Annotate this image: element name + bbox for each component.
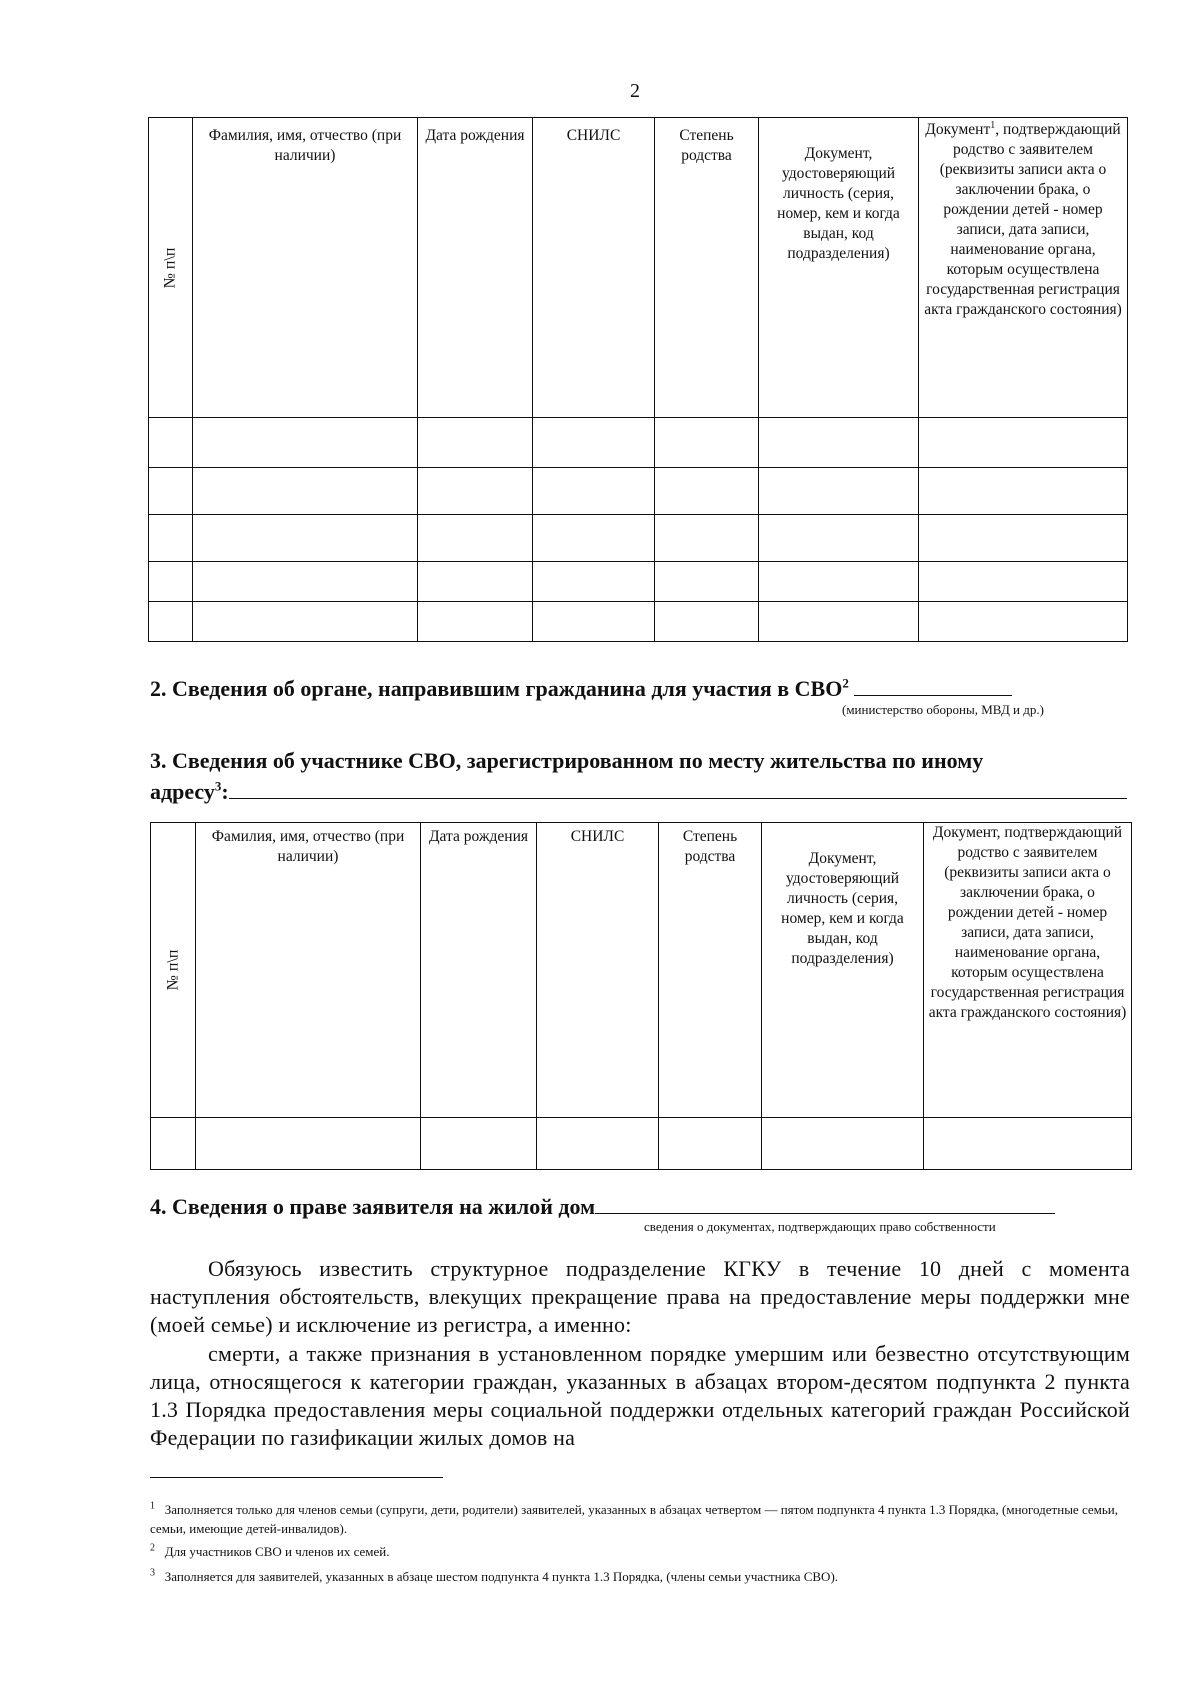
header-num-cell [151,823,196,1118]
header-birth-date: Дата рождения [421,823,537,1118]
section-2-hint: (министерство обороны, МВД и др.) [842,702,1044,717]
table-row [149,602,1128,642]
table-header-row [151,823,1132,1118]
section-4-heading [150,1194,1055,1220]
header-num: № п\п [164,949,181,991]
header-fio: Фамилия, имя, отчество (при наличии) [193,118,418,418]
footnote-1-number: 1 [150,1500,155,1512]
footnote-3 [150,1567,1135,1586]
section-4-hint: сведения о документах, подтверждающих право собственности [644,1219,996,1234]
section-2-blank-line [854,695,1012,696]
header-relation-doc-word: Документ [925,121,991,138]
footnote-2-number: 2 [150,1542,155,1554]
footnote-ref-2: 2 [842,675,849,691]
table-row [149,418,1128,468]
section-2-heading [150,676,1012,702]
footnote-2-text: Для участников СВО и членов их семей. [164,1544,390,1559]
footnote-3-text: Заполняется для заявителей, указанных в абзаце шестом подпункта 4 пункта 1.3 Порядка, (члены семьи участника СВО). [164,1569,839,1584]
header-snils: СНИЛС [537,823,659,1118]
footnote-2 [150,1542,1135,1561]
footnote-ref-3: 3 [214,778,222,794]
header-relation-doc-rest: , подтверждающий родство с заявителем (реквизиты записи акта о заключении брака, о рождении детей - номер записи, дата записи, наименование органа, которым осуществлена государственная регистрация акта гражданского состояния) [924,121,1122,318]
header-num: № п\п [161,247,179,288]
section-3-blank-line [229,798,1127,799]
section-3-heading-line1: 3. Сведения об участнике СВО, зарегистрированном по месту жительства по иному [150,748,984,773]
header-kinship: Степень родства [655,118,759,418]
section-3-heading-line2: адресу$^3$: [150,779,1127,805]
family-members-table [148,117,1128,642]
header-identity-doc: Документ, удостоверяющий личность (серия, номер, кем и когда выдан, код подразделения) [759,118,919,418]
header-relation-doc [919,118,1128,418]
conditions-paragraph: смерти, а также признания в установленном порядке умершим или безвестно отсутствующим лица, относящегося к категории граждан, указанных в абзацах втором-десятом подпункта 2 пункта 1.3 Порядка предоставления меры социальной поддержки отдельных категорий граждан Российской Федерации по газификации жилых домов на [150,1341,1130,1450]
header-birth-date: Дата рождения [418,118,533,418]
header-relation-doc: Документ, подтверждающий родство с заявителем (реквизиты записи акта о заключении брака, о рождении детей - номер записи, дата записи, наименование органа, которым осуществлена государственная регистрация акта гражданского состояния) [924,823,1132,1118]
section-4-blank-line [595,1213,1055,1214]
svo-participant-table [150,822,1132,1170]
obligation-paragraph: Обязуюсь известить структурное подразделение КГКУ в течение 10 дней с момента наступления обстоятельств, влекущих прекращение права на предоставление меры поддержки мне (моей семье) и исключение из регистра, а именно: [150,1256,1130,1337]
footnote-separator [150,1477,443,1478]
section-2-title: 2. Сведения об органе, направившим гражданина для участия в СВО [150,676,843,701]
table-row [149,468,1128,515]
footnote-1-text: Заполняется только для членов семьи (супруги, дети, родители) заявителей, указанных в абзацах четвертом — пятом подпункта 4 пункта 1.3 Порядка, (многодетные семьи, семьи, имеющие детей-инвалидов). [150,1502,1119,1536]
section-3-title: адресу [150,779,215,804]
table-header-row [149,118,1128,418]
table-row [151,1118,1132,1170]
page-number: 2 [630,80,640,102]
section-4-title: 4. Сведения о праве заявителя на жилой дом [150,1194,596,1219]
table-row [149,562,1128,602]
footnote-3-number: 3 [150,1567,155,1579]
table-row [149,515,1128,562]
footnote-1 [150,1500,1135,1538]
header-kinship: Степень родства [659,823,762,1118]
footnote-ref-1: 1 [990,119,996,131]
header-identity-doc: Документ, удостоверяющий личность (серия, номер, кем и когда выдан, код подразделения) [762,823,924,1118]
header-fio: Фамилия, имя, отчество (при наличии) [196,823,421,1118]
header-snils: СНИЛС [533,118,655,418]
header-num-cell [149,118,193,418]
